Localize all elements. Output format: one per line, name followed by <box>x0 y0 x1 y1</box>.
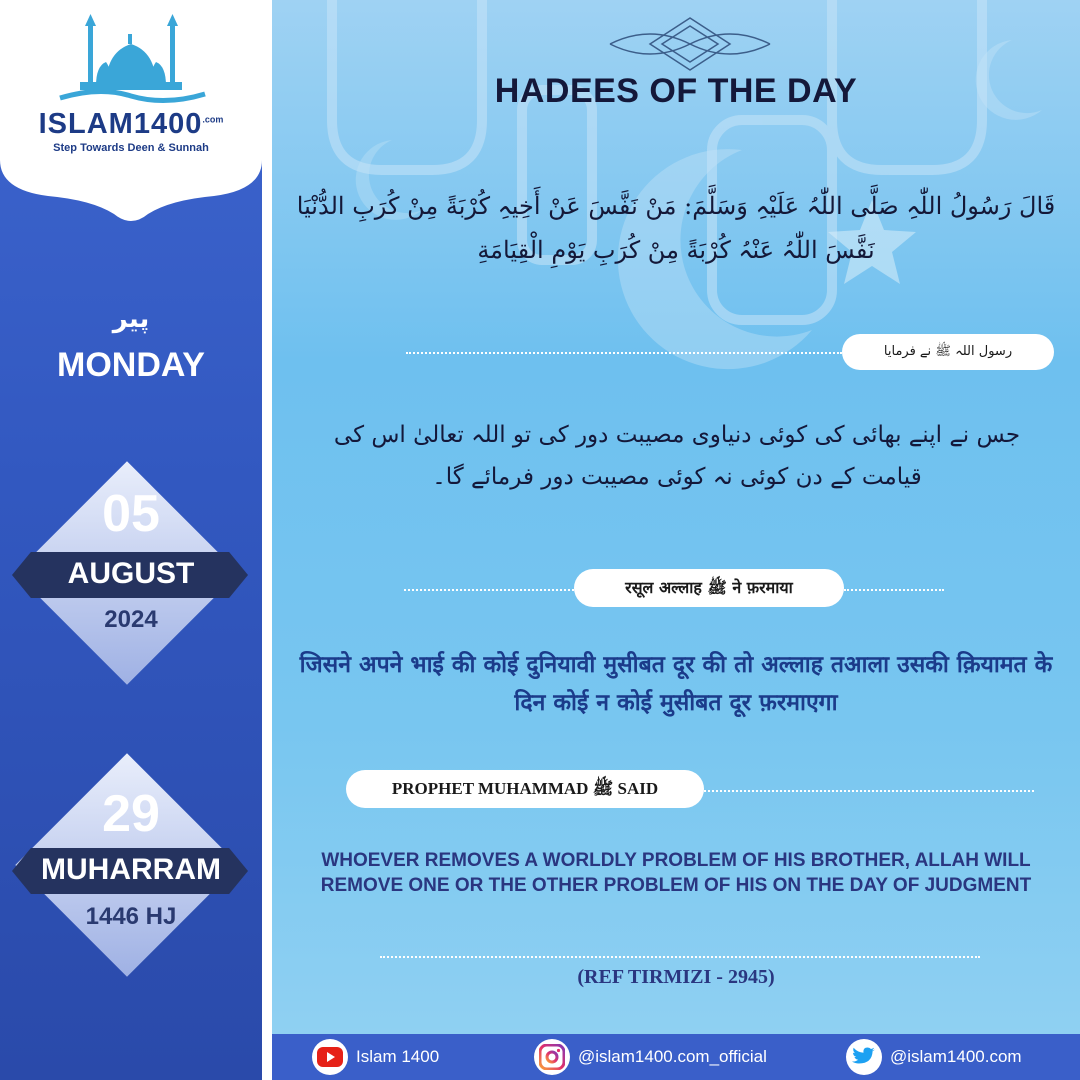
hijri-month: MUHARRAM <box>41 853 221 886</box>
english-label-pill: PROPHET MUHAMMAD ﷺ SAID <box>346 770 704 808</box>
gregorian-day: 05 <box>102 485 160 543</box>
main-panel <box>272 0 1080 1034</box>
title-ornament <box>590 14 790 74</box>
instagram-link[interactable] <box>534 1034 767 1080</box>
hijri-year: 1446 HJ <box>85 903 177 930</box>
divider <box>844 589 944 591</box>
hadith-english: WHOEVER REMOVES A WORLDLY PROBLEM OF HIS BROTHER, ALLAH WILL REMOVE ONE OR THE OTHER PROBLEM OF HIS ON THE DAY OF JUDGMENT <box>320 850 1032 896</box>
logo-wordmark: $ISLAM1400^{.com}$ <box>38 108 224 140</box>
gregorian-year: 2024 <box>104 606 158 633</box>
day-english: MONDAY <box>57 346 205 384</box>
day-urdu: پیر <box>112 304 150 334</box>
social-footer <box>272 1034 1080 1080</box>
twitter-link[interactable] <box>846 1034 1022 1080</box>
divider <box>704 790 1034 792</box>
sidebar-divider <box>262 0 272 1080</box>
twitter-handle: @islam1400.com <box>890 1047 1022 1066</box>
divider <box>406 352 842 354</box>
hindi-label-pill: रसूल अल्लाह ﷺ ने फ़रमाया <box>574 569 844 607</box>
instagram-handle: @islam1400.com_official <box>578 1047 767 1066</box>
hadith-hindi: जिसने अपने भाई की कोई दुनियावी मुसीबत दूर की तो अल्लाह तआला उसकी क़ियामत के दिन कोई न कोई मुसीबत दूर फ़रमाएगा <box>299 652 1053 716</box>
youtube-handle: Islam 1400 <box>356 1047 440 1066</box>
urdu-label-pill: رسول اللہ ﷺ نے فرمایا <box>842 334 1054 370</box>
divider <box>380 956 980 958</box>
hadith-urdu: جس نے اپنے بھائی کی کوئی دنیاوی مصیبت دور کی تو اللہ تعالیٰ اس کی قیامت کے دن کوئی نہ کوئی مصیبت دور فرمائے گا۔ <box>333 422 1021 490</box>
sidebar <box>0 0 262 1080</box>
page-title: HADEES OF THE DAY <box>494 72 858 110</box>
divider <box>404 589 574 591</box>
twitter-icon <box>846 1039 882 1075</box>
hadith-arabic: قَالَ رَسُولُ اللّٰہِ صَلَّی اللّٰہُ عَلَیْہِ وَسَلَّمَ: مَنْ نَفَّسَ عَنْ أَخِیہِ کُرْبَةً مِنْ کُرَبِ الدُّنْیَا نَفَّسَ اللّٰہُ عَنْہُ کُرْبَةً مِنْ کُرَبِ یَوْمِ الْقِیَامَةِ <box>296 192 1056 264</box>
youtube-icon <box>312 1039 348 1075</box>
instagram-icon <box>534 1039 570 1075</box>
youtube-link[interactable] <box>312 1034 439 1080</box>
hijri-day: 29 <box>102 785 160 843</box>
logo-tagline: Step Towards Deen & Sunnah <box>53 142 209 154</box>
hadith-reference: (REF TIRMIZI - 2945) <box>577 966 775 988</box>
gregorian-month: AUGUST <box>67 557 195 590</box>
